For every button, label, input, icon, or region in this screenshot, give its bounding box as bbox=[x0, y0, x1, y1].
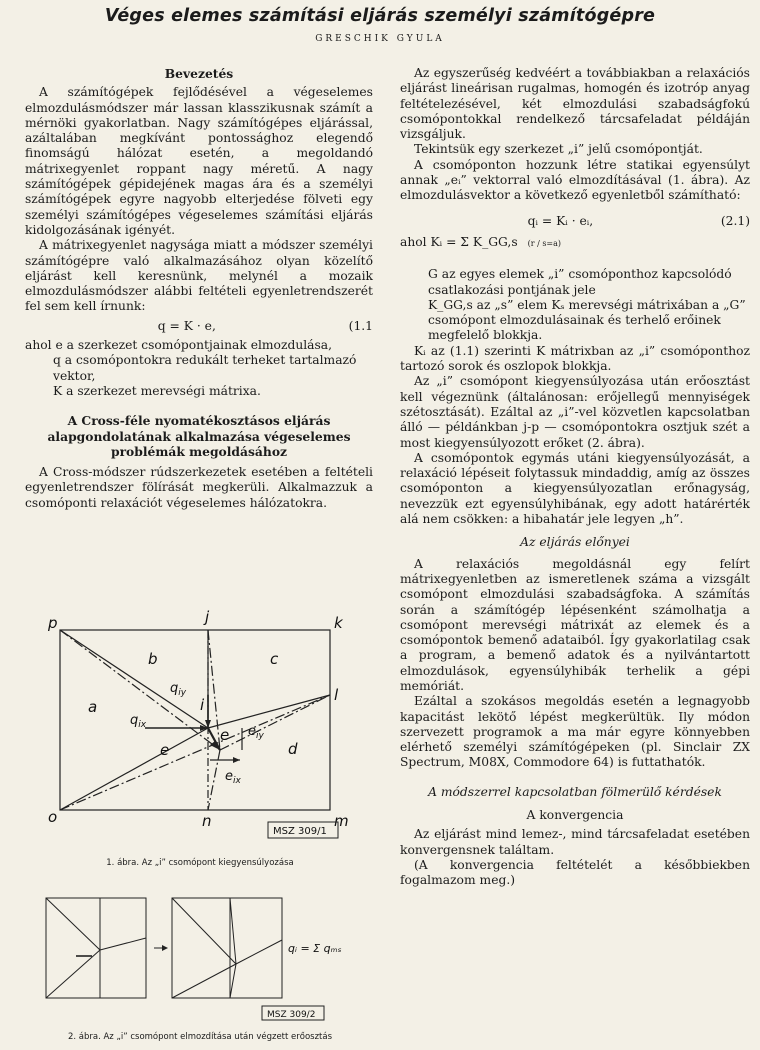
equation-Ki-body: ahol Kᵢ = Σ K_GG,s bbox=[400, 234, 518, 249]
intro-paragraph-1: A számítógépek fejlődésével a végeselemes elmozdulásmódszer már lassan klasszikusnak számít a mérnöki gyakorlatban. Nagy számítógépes eljárással, azáltalában megkívánt pontossághoz elegendő finomságú hálózat esetén, a megoldandó mátrixegyenlet roppant nagy méretű. A nagy számítógépek gépidejének magas ára és a személyi számítógépek egyre nagyobb elterjedése fölveti egy személyi számítógépes végeselemes számítási eljárás kidolgozásának igényét. bbox=[25, 85, 373, 237]
definitions bbox=[25, 338, 373, 399]
fig1-region-a: a bbox=[88, 698, 98, 716]
heading-convergence: A konvergencia bbox=[526, 808, 624, 823]
fig2-after-diag-3 bbox=[236, 940, 282, 964]
right-paragraph-7: A relaxációs megoldásnál egy felírt mátrixegyenletben az ismeretlenek száma a vizsgált csomópont elmozdulási szabadságfoka. A számítás során a számítógép lépésenként számolhatja a csomópont merevségi mátrixát az elemek és a csomópontok bemenő adataiból. Így gyakorlatilag csak a program, a bemenő adatok és a nyilvántartott elmozdulások, egyensúlyhibák terhelik a gépi memóriát. bbox=[400, 556, 750, 693]
definition-q: q a csomópontokra redukált terheket tartalmazó vektor, bbox=[53, 353, 357, 383]
fig2-frame-after bbox=[172, 898, 282, 998]
fig2-before-diag-1 bbox=[46, 898, 100, 950]
fig1-region-d: d bbox=[288, 740, 298, 758]
definition-K: K a szerkezet merevségi mátrixa. bbox=[53, 383, 261, 398]
fig2-after-diag-5 bbox=[230, 964, 236, 998]
equation-2-1-body: qᵢ = Kᵢ · eᵢ, bbox=[527, 213, 594, 228]
fig1-line-i-l bbox=[208, 695, 330, 728]
right-paragraph-4: Kᵢ az (1.1) szerinti K mátrixban az „i” csomóponthoz tartozó sorok és oszlopok blokkja. bbox=[400, 343, 750, 374]
fig2-before-diag-2 bbox=[46, 950, 100, 998]
fig2-transition-arrowhead bbox=[162, 945, 168, 951]
heading-cross: A Cross-féle nyomatékosztásos eljárás alapgondolatának alkalmazása végeselemes problémák megoldásához bbox=[47, 413, 351, 459]
page-title: Véges elemes számítási eljárás személyi számítógépre bbox=[104, 6, 656, 26]
right-column bbox=[400, 66, 750, 889]
fig1-label-qiy: $q_{iy}$ bbox=[170, 681, 187, 698]
sum-top: r bbox=[530, 238, 535, 248]
fig1-line-o-i bbox=[60, 728, 208, 810]
equation-2-1 bbox=[400, 214, 750, 229]
def-KGG: K_GG,s az „s” elem Kₛ merevségi mátrixában a „G” csomópont elmozdulásainak és terhelő erőinek megfelelő blokkja. bbox=[428, 297, 746, 343]
fig1-label-i: i bbox=[200, 696, 205, 714]
fig1-stamp: MSZ 309/1 bbox=[273, 826, 327, 837]
fig1-label-eix: $e_{ix}$ bbox=[225, 769, 241, 786]
fig1-label-p: p bbox=[48, 614, 58, 632]
fig1-label-eiy: $e_{iy}$ bbox=[248, 724, 264, 741]
equation-Ki-limits: (r / s=a) bbox=[527, 238, 562, 248]
fig1-label-o: o bbox=[48, 808, 58, 826]
heading-intro: Bevezetés bbox=[164, 66, 234, 81]
fig1-region-e: e bbox=[160, 741, 170, 759]
right-paragraph-1: Az egyszerűség kedvéért a továbbiakban a relaxációs eljárást lineárisan rugalmas, homogén és izotróp anyag feltételezésével, két elmozdulási szabadságfokú csomópontokkal rendelkező tárcsafeladat példáján vizsgáljuk. bbox=[400, 66, 750, 142]
author: GRESCHIK GYULA bbox=[315, 34, 445, 44]
left-column bbox=[25, 66, 373, 511]
right-paragraph-9: Az eljárást mind lemez-, mind tárcsafeladat esetében konvergensnek találtam. bbox=[400, 827, 750, 857]
fig1-arrowhead-eix bbox=[233, 757, 240, 763]
def-G: G az egyes elemek „i” csomóponthoz kapcsolódó csatlakozási pontjának jele bbox=[428, 267, 732, 297]
figure-2-caption: 2. ábra. Az „i” csomópont elmozdítása után végzett erőosztás bbox=[67, 1032, 333, 1042]
right-paragraph-8: Ezáltal a szokásos megoldás esetén a legnagyobb kapacitást lekötő lépést megkerültük. Ily módon szervezett programok a ma már egyre könnyebben elérhető személyi számítógépeken (pl. Sinclair ZX Spectrum, M08X, Commodore 64) is futtathatók. bbox=[400, 694, 750, 770]
fig2-after-diag-2 bbox=[172, 964, 236, 998]
right-paragraph-10: (A konvergencia feltételét a későbbiekben fogalmazom meg.) bbox=[400, 857, 750, 888]
fig1-region-c: c bbox=[270, 650, 279, 668]
fig2-after-diag-1 bbox=[172, 898, 236, 964]
fig1-label-e: e bbox=[220, 726, 230, 744]
fig2-stamp: MSZ 309/2 bbox=[267, 1010, 316, 1020]
fig1-label-l: l bbox=[334, 686, 339, 704]
cross-paragraph: A Cross-módszer rúdszerkezetek esetében a feltételi egyenletrendszer fölírását megkerüli. Alkalmazzuk a csomóponti relaxációt végeselemes hálózatokra. bbox=[25, 465, 373, 510]
fig2-before-diag-3 bbox=[100, 938, 146, 950]
fig1-label-j: j bbox=[205, 608, 210, 626]
fig2-after-diag-4 bbox=[230, 898, 236, 964]
fig1-dashdot-e-n bbox=[208, 750, 220, 810]
figure-1 bbox=[30, 600, 380, 850]
equation-Ki bbox=[400, 235, 750, 251]
right-paragraph-5: Az „i” csomópont kiegyensúlyozása után erőosztást kell végeznünk (általánosan: erőjellegű mennyiségek szétosztását). Ezáltal az „i”-vel közvetlen kapcsolatban álló — példánkban j-p — csomópontokra osztjuk szét a most kiegyensúlyozott erőket (2. ábra). bbox=[400, 374, 750, 450]
equation-1-1 bbox=[25, 319, 373, 334]
fig1-dashdot-e-l bbox=[220, 695, 330, 750]
sum-bottom: s=a bbox=[542, 238, 558, 248]
fig1-label-qix: $q_{ix}$ bbox=[130, 713, 147, 730]
figure-1-caption: 1. ábra. Az „i” csomópont kiegyensúlyozása bbox=[106, 858, 294, 868]
figure-2 bbox=[30, 880, 380, 1028]
equation-2-1-number: (2.1) bbox=[720, 213, 750, 228]
fig1-label-k: k bbox=[334, 614, 343, 632]
right-paragraph-6: A csomópontok egymás utáni kiegyensúlyozását, a relaxáció lépéseit folytassuk mindaddig, amíg az összes csomóponton a kiegyensúlyozatlan erőnagyság, nevezzük ezt egyensúlyhibának, egy adott határérték alá nem csökken: a hibahatár jele legyen „h”. bbox=[400, 450, 750, 527]
fig1-label-m: m bbox=[334, 812, 349, 830]
fig1-dashdot-p-e bbox=[60, 630, 220, 750]
right-paragraph-3: A csomóponton hozzunk létre statikai egyensúlyt annak „eᵢ” vektorral való elmozdításával (1. ábra). Az elmozdulásvektor a következő egyenletből számítható: bbox=[400, 157, 750, 203]
intro-paragraph-2: A mátrixegyenlet nagysága miatt a módszer személyi számítógépre való alkalmazásához olyan közelítő eljárást kell keresnünk, melynél a mozaik elmozdulásmódszer alábbi feltételi egyenletrendszerét fel sem kell írnunk: bbox=[25, 238, 373, 314]
fig1-region-b: b bbox=[148, 650, 158, 668]
heading-questions: A módszerrel kapcsolatban fölmerülő kérdések bbox=[428, 784, 722, 799]
right-paragraph-2: Tekintsük egy szerkezet „i” jelű csomópontját. bbox=[414, 142, 703, 157]
equation-1-1-number: (1.1 bbox=[348, 318, 373, 333]
fig2-formula: qᵢ = Σ qₘₛ bbox=[288, 942, 342, 955]
heading-advantages: Az eljárás előnyei bbox=[520, 535, 630, 550]
definition-e: ahol e a szerkezet csomópontjainak elmozdulása, bbox=[25, 338, 333, 353]
equation-1-1-body: q = K · e, bbox=[157, 318, 216, 333]
fig1-label-n: n bbox=[202, 812, 212, 830]
